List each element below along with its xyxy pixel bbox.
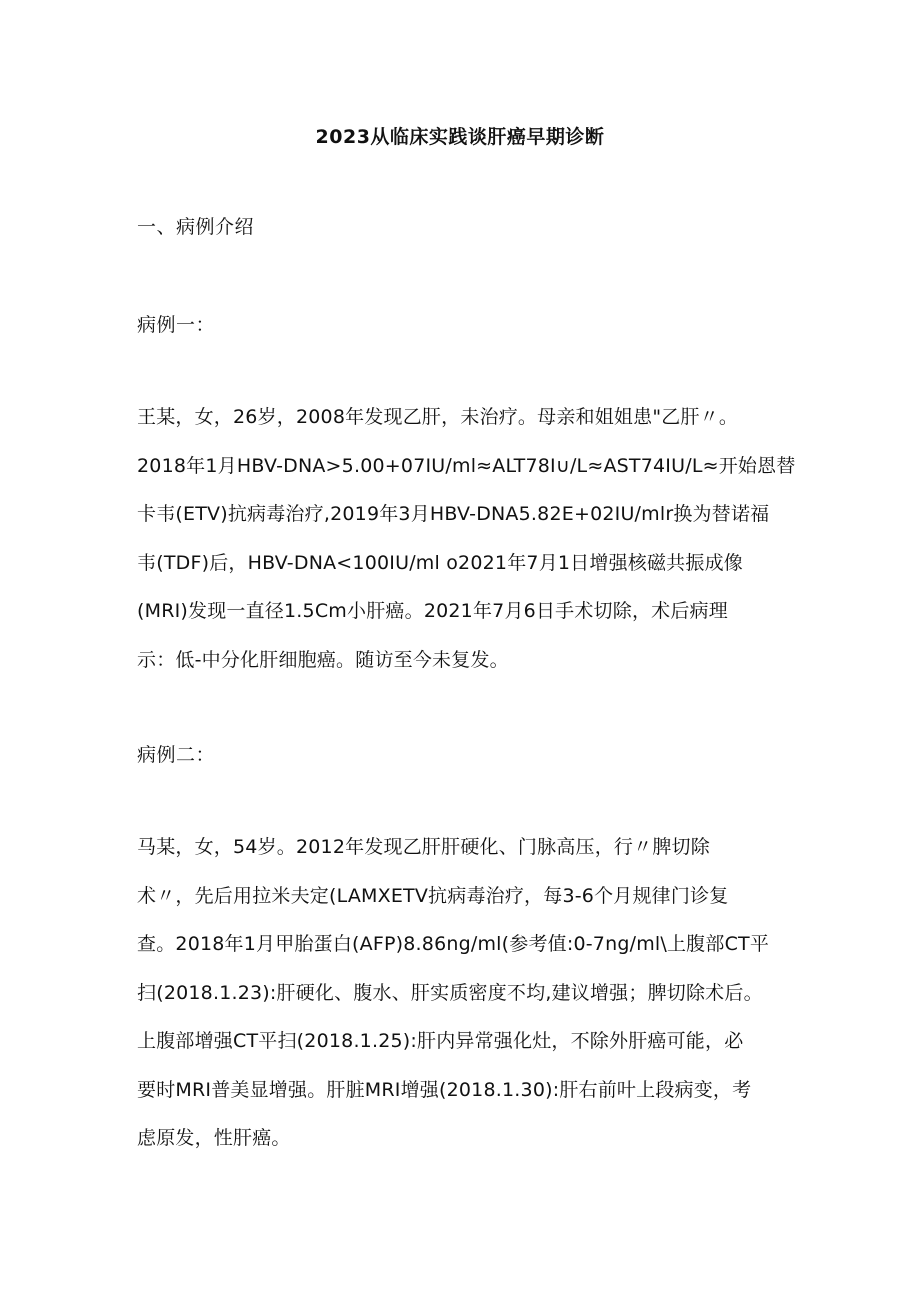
case2-line: 查。2018年1月甲胎蛋白(AFP)8.86ng∕ml(参考值:0-7ng∕ml\上腹部CT平 (137, 933, 770, 955)
document-title: 2023从临床实践谈肝癌早期诊断 (315, 126, 605, 148)
case2-line: 上腹部增强CT平扫(2018.1.25):肝内异常强化灶，不除外肝癌可能，必 (137, 1030, 744, 1052)
case2-paragraph (137, 823, 797, 1163)
case1-line: 韦(TDF)后，HBV-DNA<100IU∕ml o2021年7月1日增强核磁共振成像 (137, 551, 743, 574)
case2-heading: 病例二： (137, 744, 216, 766)
case1-heading: 病例一： (137, 314, 216, 336)
case2-line: 马某，女，54岁。2012年发现乙肝肝硬化、门脉高压，行〃脾切除 (137, 836, 710, 858)
case1-paragraph (137, 393, 797, 684)
section-heading: 一、病例介绍 (137, 216, 255, 238)
case1-line: 示：低-中分化肝细胞癌。随访至今未复发。 (137, 648, 509, 671)
case2-line: 要时MRI普美显增强。肝脏MRI增强(2018.1.30):肝右前叶上段病变，考 (137, 1078, 752, 1101)
case2-line: 术〃，先后用拉米夫定(LAMXETV抗病毒治疗，每3-6个月规律门诊复 (137, 884, 729, 907)
case1-line: 王某，女，26岁，2008年发现乙肝，未治疗。母亲和姐姐患"乙肝〃。 (137, 406, 739, 428)
case1-line: 2018年1月HBV-DNA>5.00+07IU∕ml≈ALT78I∪∕L≈AST74IU∕L≈开始恩替 (137, 454, 796, 477)
case2-line: 虑原发，性肝癌。 (137, 1127, 291, 1149)
case2-line: 扫(2018.1.23):肝硬化、腹水、肝实质密度不均,建议增强；脾切除术后。 (137, 981, 763, 1004)
case1-line: (MRI)发现一直径1.5Cm小肝癌。2021年7月6日手术切除，术后病理 (137, 600, 728, 622)
case1-line: 卡韦(ETV)抗病毒治疗,2019年3月HBV-DNA5.82E+02IU∕mlr换为替诺福 (137, 503, 770, 525)
